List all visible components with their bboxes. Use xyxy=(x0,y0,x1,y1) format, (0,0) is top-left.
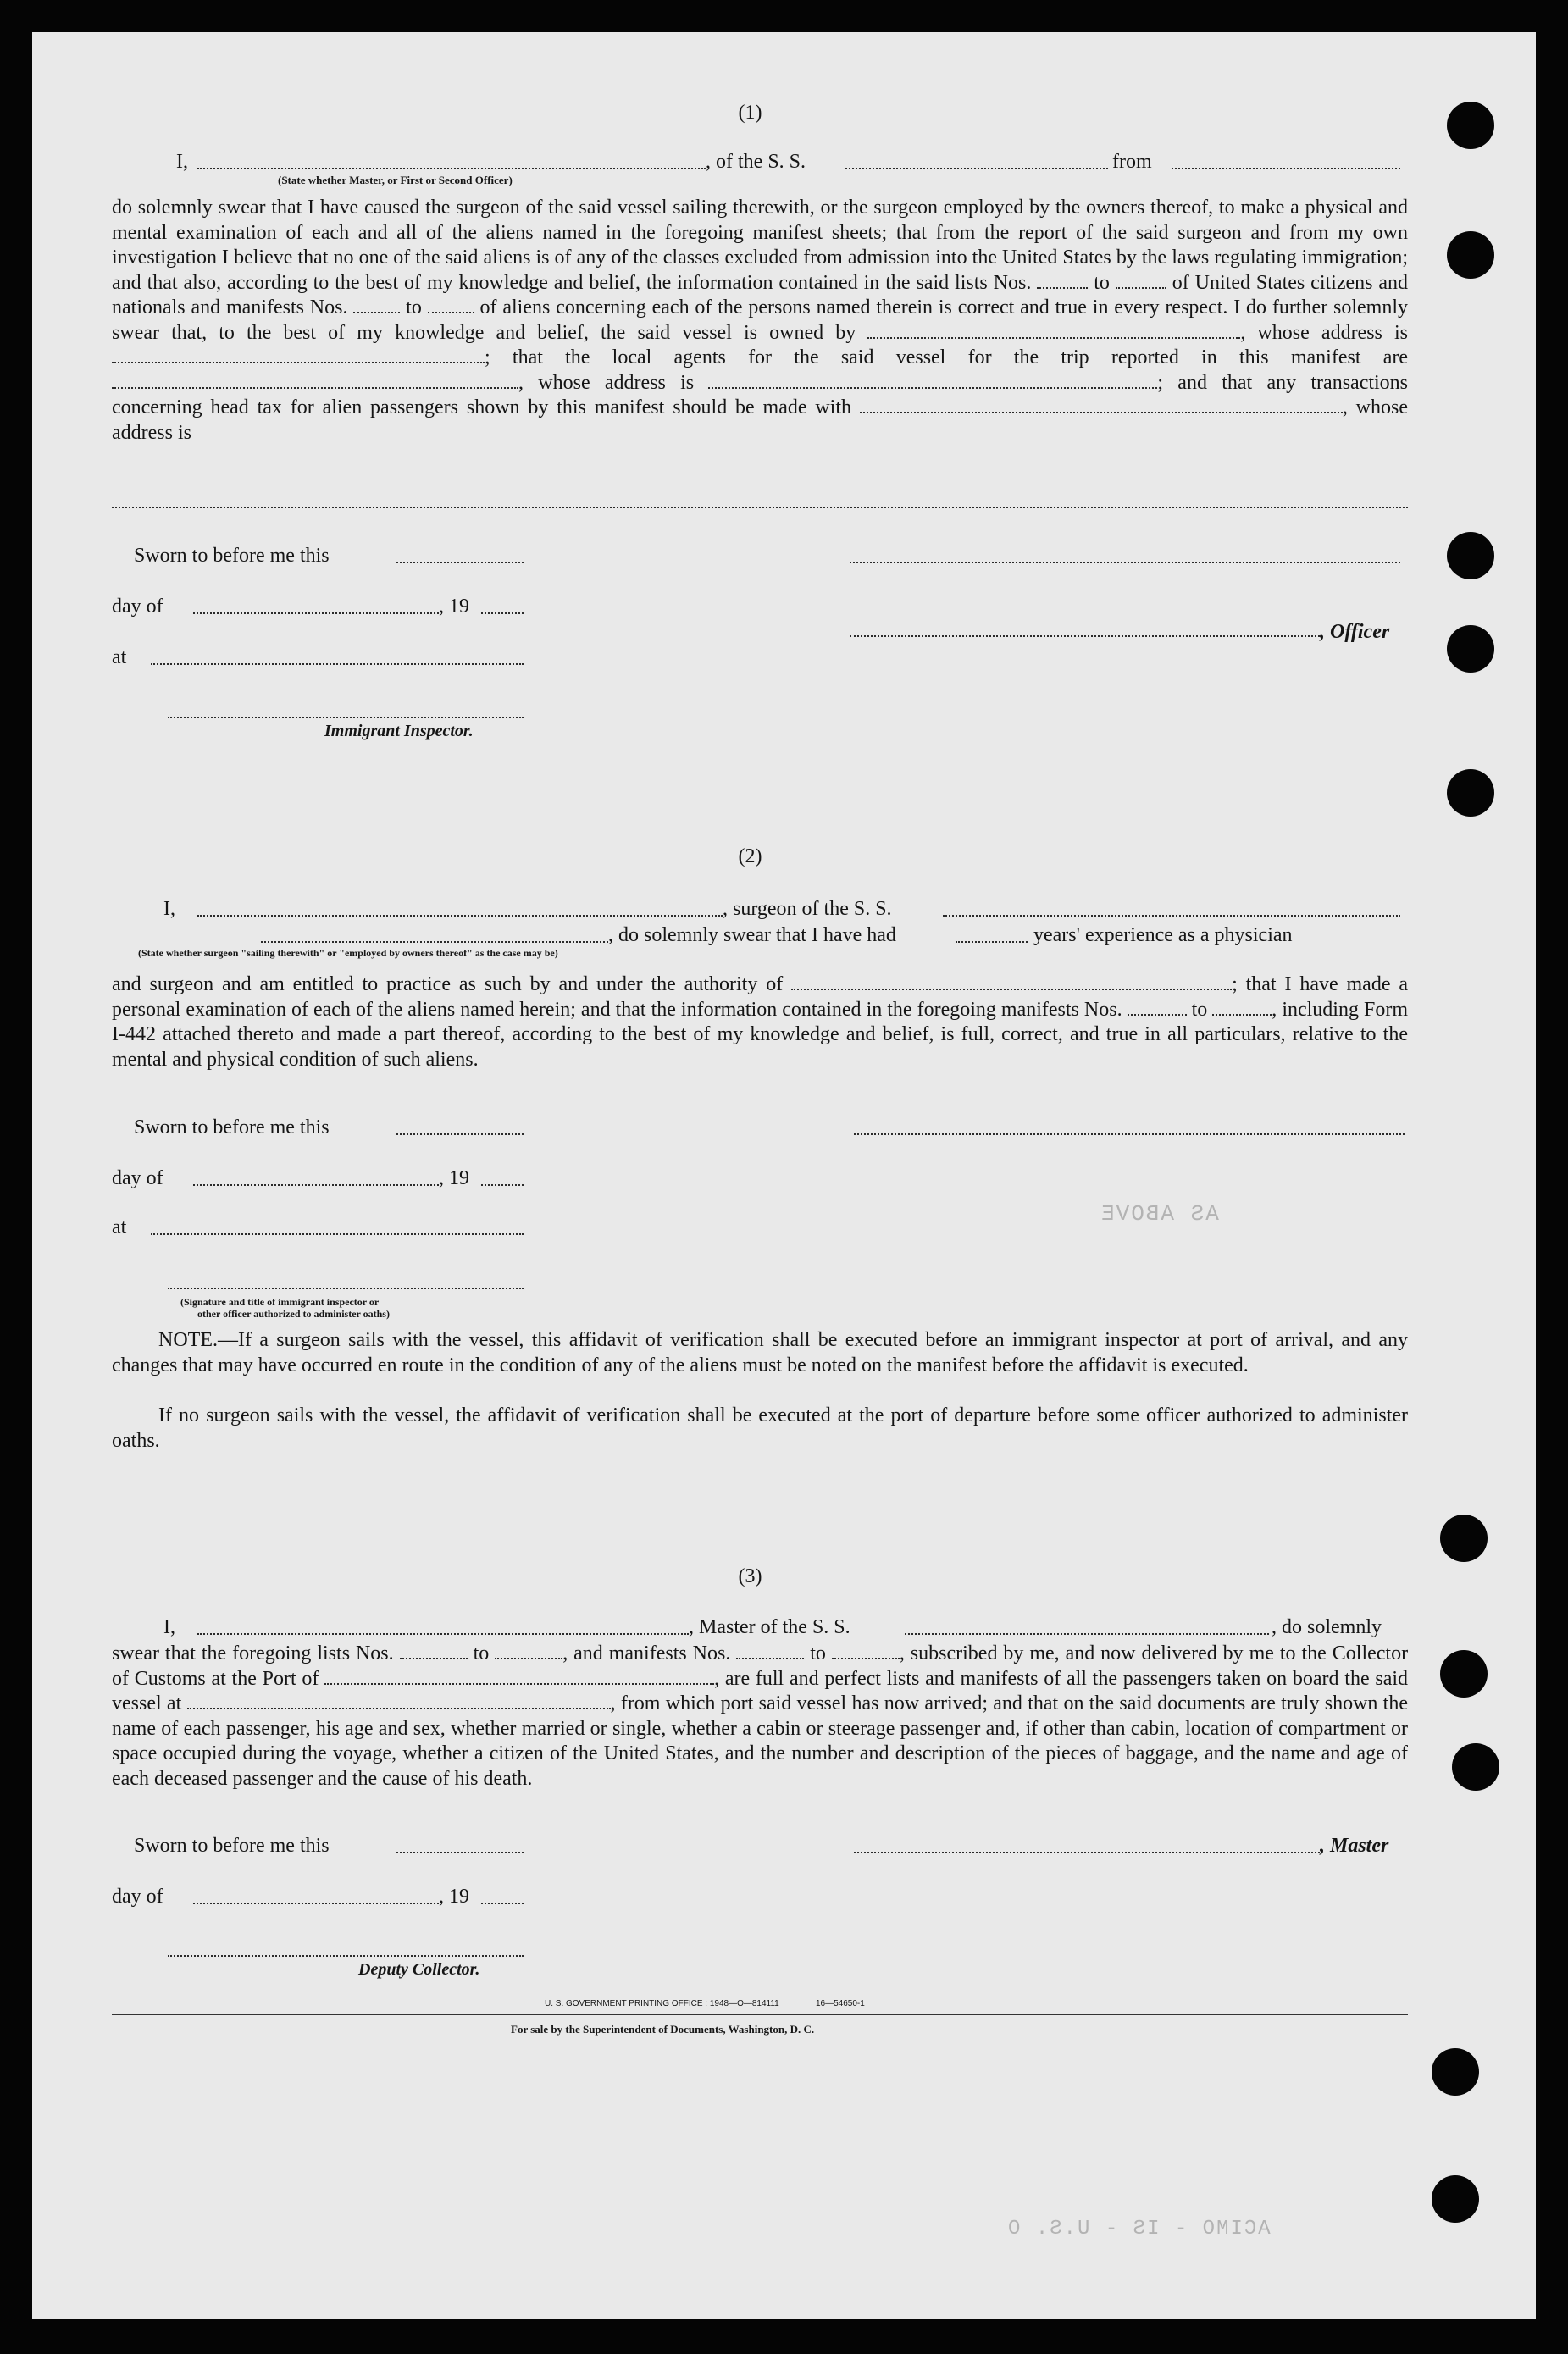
section-2-year: , 19 xyxy=(439,1167,469,1189)
binder-hole xyxy=(1432,2175,1479,2223)
section-1-officer-field[interactable] xyxy=(850,635,1320,637)
section-2-sworn-field[interactable] xyxy=(396,1133,524,1135)
section-1-name-field[interactable] xyxy=(197,168,706,169)
section-1-number: (1) xyxy=(738,102,762,124)
section-1-at: at xyxy=(112,646,127,668)
section-2-swear: , do solemnly swear that I have had xyxy=(608,924,896,946)
section-1-inspector-label: Immigrant Inspector. xyxy=(324,722,474,740)
section-1-from-label: from xyxy=(1112,151,1152,173)
section-3-body: swear that the foregoing lists Nos. to , and manifests Nos. to , subscribed by me, and now delivered by me to the Collector of Customs at the Port of , are full and perfect lists and manifests of all the passengers taken on board the said vessel at , from which port said vessel has now arrived; and that on the said documents are truly shown the name of each passenger, his age and sex, whether married or single, whether a cabin or steerage passenger and, if other than cabin, location of compartment or space occupied during the voyage, whether a citizen of the United States, and the number and description of the pieces of baggage, and the name and age of each deceased passenger and the cause of his death. xyxy=(112,1642,1409,1790)
section-3-master-sign-label: , Master xyxy=(1320,1835,1389,1857)
section-2-name-field[interactable] xyxy=(197,915,723,917)
section-3-do-solemnly: , do solemnly xyxy=(1272,1616,1382,1638)
section-3-collector-field[interactable] xyxy=(168,1955,524,1957)
section-3-day-field[interactable] xyxy=(193,1903,439,1904)
binder-hole xyxy=(1447,769,1494,817)
section-3-number: (3) xyxy=(738,1565,762,1587)
section-1-vessel-field[interactable] xyxy=(845,168,1108,169)
section-1-year: , 19 xyxy=(439,595,469,618)
binder-hole xyxy=(1432,2048,1479,2096)
binder-hole xyxy=(1447,231,1494,279)
section-2-status-field[interactable] xyxy=(261,941,608,943)
bleed-through-text: AS ABOVE xyxy=(1100,1201,1219,1227)
section-2-i: I, xyxy=(163,898,175,920)
section-3-year: , 19 xyxy=(439,1886,469,1908)
section-2-number: (2) xyxy=(738,845,762,867)
section-1-address-field[interactable] xyxy=(112,507,1408,508)
section-2-sworn: Sworn to before me this xyxy=(134,1116,330,1138)
section-1-from-field[interactable] xyxy=(1172,168,1400,169)
note-paragraph-1: NOTE.—If a surgeon sails with the vessel, this affidavit of verification shall be executed before an immigrant inspector at port of arrival, and any changes that may have occurred en route in the condition of any of the aliens must be noted on the manifest before the affidavit is executed. xyxy=(112,1329,1408,1376)
printing-office-imprint: U. S. GOVERNMENT PRINTING OFFICE : 1948—O—814111 xyxy=(545,1999,779,2008)
binder-hole xyxy=(1447,532,1494,579)
section-3-i: I, xyxy=(163,1616,175,1638)
section-2-day-field[interactable] xyxy=(193,1184,439,1186)
section-2-years: years' experience as a physician xyxy=(1033,924,1293,946)
section-2-year-field[interactable] xyxy=(481,1184,524,1186)
binder-hole xyxy=(1440,1650,1488,1698)
section-3-sworn: Sworn to before me this xyxy=(134,1835,330,1857)
section-3-year-field[interactable] xyxy=(481,1903,524,1904)
section-1-day-of: day of xyxy=(112,595,163,618)
section-1-state-note: (State whether Master, or First or Second Officer) xyxy=(278,174,513,186)
section-3-name-field[interactable] xyxy=(197,1633,689,1635)
section-1-sworn: Sworn to before me this xyxy=(134,545,330,567)
section-2-vessel-field[interactable] xyxy=(943,915,1400,917)
sale-notice: For sale by the Superintendent of Documents, Washington, D. C. xyxy=(511,2023,815,2036)
form-number: 16—54650-1 xyxy=(816,1999,865,2008)
bleed-through-scrawl: ACIMO - IS - U.S. O xyxy=(1006,2218,1271,2240)
section-2-state-note: (State whether surgeon "sailing therewith" or "employed by owners thereof" as the case may be) xyxy=(138,947,558,959)
section-2-sig-note-1: (Signature and title of immigrant inspector or xyxy=(180,1296,380,1308)
section-1-officer-signature-field[interactable] xyxy=(850,562,1400,563)
section-1-officer-label: , Officer xyxy=(1320,621,1390,643)
section-1-day-field[interactable] xyxy=(193,612,439,614)
document-page xyxy=(32,32,1536,2319)
section-3-master-field[interactable] xyxy=(854,1852,1320,1853)
section-1-i: I, xyxy=(176,151,188,173)
section-1-vessel-label: , of the S. S. xyxy=(706,151,806,173)
section-1-body: do solemnly swear that I have caused the surgeon of the said vessel sailing therewith, or the surgeon employed by the owners thereof, to make a physical and mental examination of each and all of the aliens named in the foregoing manifest sheets; that from the report of the said surgeon and from my own investigation I believe that no one of the said aliens is of any of the classes excluded from admission into the United States by the laws regulating immigration; and that also, according to the best of my knowledge and belief, the information contained in the said lists Nos. to of United States citizens and nationals and manifests Nos. to of aliens concerning each of the persons named therein is correct and true in every respect. I do further solemnly swear that, to the best of my knowledge and belief, the said vessel is owned by , whose address is ; that the local agents for the said vessel for the trip reported in this manifest are , whose address is ; and that any transactions concerning head tax for alien passengers shown by this manifest should be made with , whose address is xyxy=(112,197,1409,444)
section-3-sworn-field[interactable] xyxy=(396,1852,524,1853)
section-2-sig-note-2: other officer authorized to administer oaths) xyxy=(197,1308,390,1320)
section-2-body: and surgeon and am entitled to practice as such by and under the authority of ; that I have made a personal examination of each of the aliens named herein; and that the information contained in the foregoing manifests Nos. to , including Form I-442 attached thereto and made a part thereof, according to the best of my knowledge and belief, is full, correct, and true in all particulars, relative to the mental and physical condition of such aliens. xyxy=(112,973,1409,1071)
section-2-surgeon-label: , surgeon of the S. S. xyxy=(723,898,892,920)
section-3-day-of: day of xyxy=(112,1886,163,1908)
section-1-at-field[interactable] xyxy=(151,663,524,665)
section-2-at-field[interactable] xyxy=(151,1233,524,1235)
section-1-sworn-field[interactable] xyxy=(396,562,524,563)
section-2-signature-field[interactable] xyxy=(854,1133,1405,1135)
section-3-master-label: , Master of the S. S. xyxy=(689,1616,850,1638)
section-1-inspector-field[interactable] xyxy=(168,717,524,718)
section-1-year-field[interactable] xyxy=(481,612,524,614)
section-2-years-field[interactable] xyxy=(956,941,1028,943)
section-2-day-of: day of xyxy=(112,1167,163,1189)
binder-hole xyxy=(1447,625,1494,673)
footer-rule xyxy=(112,2014,1408,2015)
section-3-collector-label: Deputy Collector. xyxy=(358,1960,480,1979)
section-2-officer-field[interactable] xyxy=(168,1288,524,1289)
binder-hole xyxy=(1452,1743,1499,1791)
section-2-at: at xyxy=(112,1216,127,1238)
note-paragraph-2: If no surgeon sails with the vessel, the affidavit of verification shall be executed at the port of departure before some officer authorized to administer oaths. xyxy=(112,1404,1408,1452)
binder-hole xyxy=(1440,1515,1488,1562)
section-3-vessel-field[interactable] xyxy=(905,1633,1269,1635)
